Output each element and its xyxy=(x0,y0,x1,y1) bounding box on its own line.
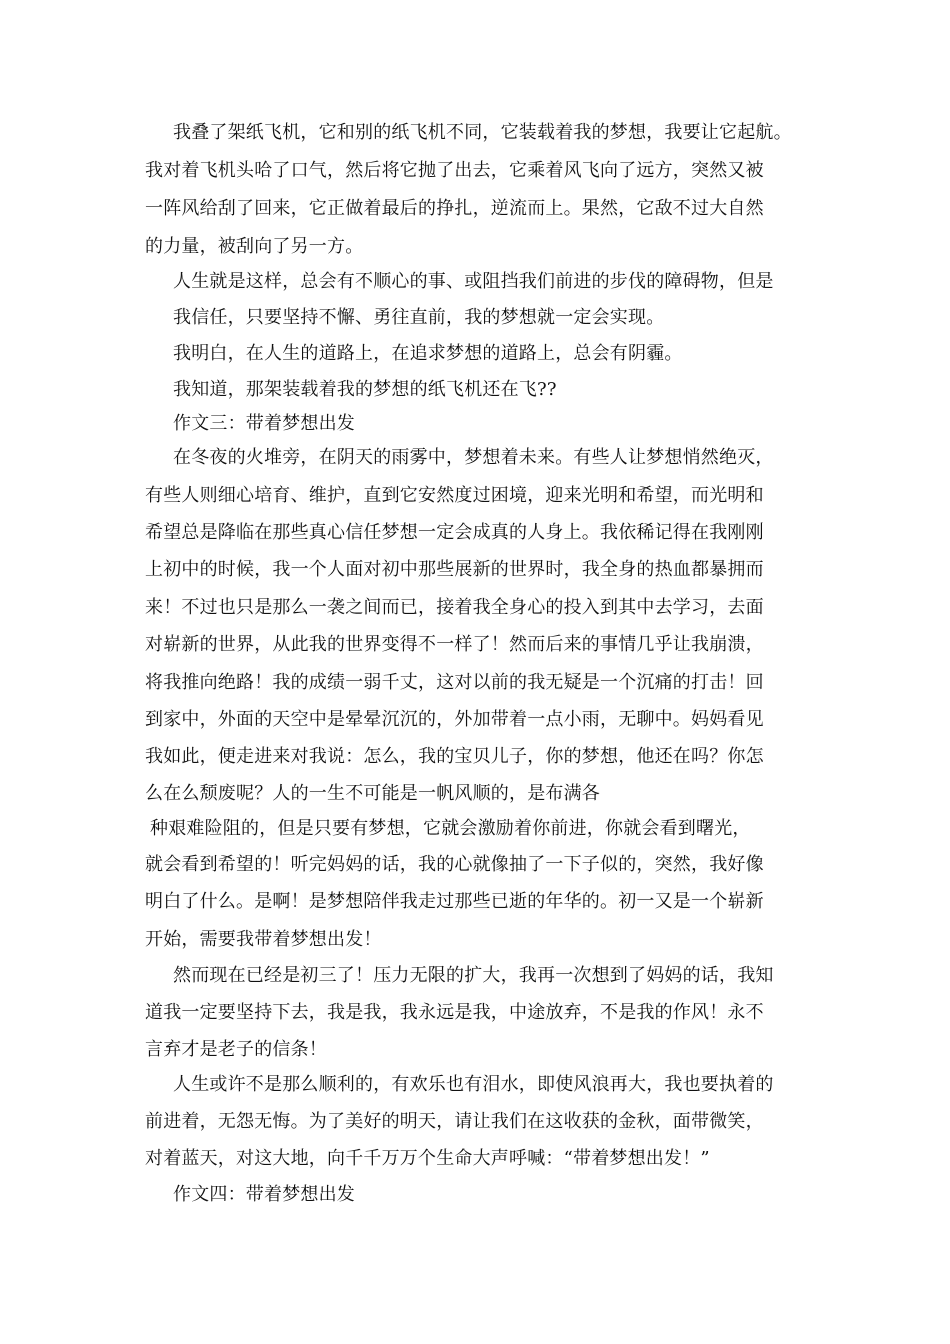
text-line: 然而现在已经是初三了！压力无限的扩大，我再一次想到了妈妈的话，我知 xyxy=(173,965,774,986)
text-line: 开始，需要我带着梦想出发！ xyxy=(145,929,382,950)
text-line: 种艰难险阻的，但是只要有梦想，它就会激励着你前进，你就会看到曙光， xyxy=(150,818,751,839)
section-heading: 作文三：带着梦想出发 xyxy=(173,413,355,434)
text-line: 我叠了架纸飞机，它和别的纸飞机不同，它装载着我的梦想，我要让它起航。 xyxy=(173,122,792,143)
text-line: 一阵风给刮了回来，它正做着最后的挣扎，逆流而上。果然，它敌不过大自然 xyxy=(145,198,764,219)
text-line: 明白了什么。是啊！是梦想陪伴我走过那些已逝的年华的。初一又是一个崭新 xyxy=(145,891,764,912)
text-line: 我如此，便走进来对我说：怎么，我的宝贝儿子，你的梦想，他还在吗？你怎 xyxy=(145,746,764,767)
text-line: 来！不过也只是那么一袭之间而已，接着我全身心的投入到其中去学习，去面 xyxy=(145,597,764,618)
text-line: 到家中，外面的天空中是晕晕沉沉的，外加带着一点小雨，无聊中。妈妈看见 xyxy=(145,709,764,730)
text-line: 上初中的时候，我一个人面对初中那些展新的世界时，我全身的热血都暴拥而 xyxy=(145,559,764,580)
text-line: 前进着，无怨无悔。为了美好的明天，请让我们在这收获的金秋，面带微笑， xyxy=(145,1111,764,1132)
text-line: 我知道，那架装载着我的梦想的纸飞机还在飞?? xyxy=(173,379,557,400)
text-line: 将我推向绝路！我的成绩一弱千丈，这对以前的我无疑是一个沉痛的打击！回 xyxy=(145,672,764,693)
text-line: 对着蓝天，对这大地，向千千万万个生命大声呼喊：“带着梦想出发！” xyxy=(145,1148,710,1169)
text-line: 我明白，在人生的道路上，在追求梦想的道路上，总会有阴霾。 xyxy=(173,343,683,364)
text-line: 言弃才是老子的信条！ xyxy=(145,1039,327,1060)
text-line: 道我一定要坚持下去，我是我，我永远是我，中途放弃，不是我的作风！永不 xyxy=(145,1002,764,1023)
text-line: 我对着飞机头哈了口气，然后将它抛了出去，它乘着风飞向了远方，突然又被 xyxy=(145,160,764,181)
text-line: 的力量，被刮向了另一方。 xyxy=(145,236,364,257)
text-line: 人生或许不是那么顺利的，有欢乐也有泪水，即使风浪再大，我也要执着的 xyxy=(173,1074,774,1095)
text-line: 人生就是这样，总会有不顺心的事、或阻挡我们前进的步伐的障碍物，但是 xyxy=(173,271,774,292)
text-line: 在冬夜的火堆旁，在阴天的雨雾中，梦想着未来。有些人让梦想悄然绝灭， xyxy=(173,447,774,468)
text-line: 么在么颓废呢？人的一生不可能是一帆风顺的，是布满各 xyxy=(145,783,600,804)
text-line: 就会看到希望的！听完妈妈的话，我的心就像抽了一下子似的，突然，我好像 xyxy=(145,854,764,875)
text-line: 希望总是降临在那些真心信任梦想一定会成真的人身上。我依稀记得在我刚刚 xyxy=(145,522,764,543)
text-line: 有些人则细心培育、维护，直到它安然度过困境，迎来光明和希望，而光明和 xyxy=(145,485,764,506)
section-heading: 作文四：带着梦想出发 xyxy=(173,1184,355,1205)
text-line: 对崭新的世界，从此我的世界变得不一样了！然而后来的事情几乎让我崩溃， xyxy=(145,634,764,655)
text-line: 我信任，只要坚持不懈、勇往直前，我的梦想就一定会实现。 xyxy=(173,307,665,328)
